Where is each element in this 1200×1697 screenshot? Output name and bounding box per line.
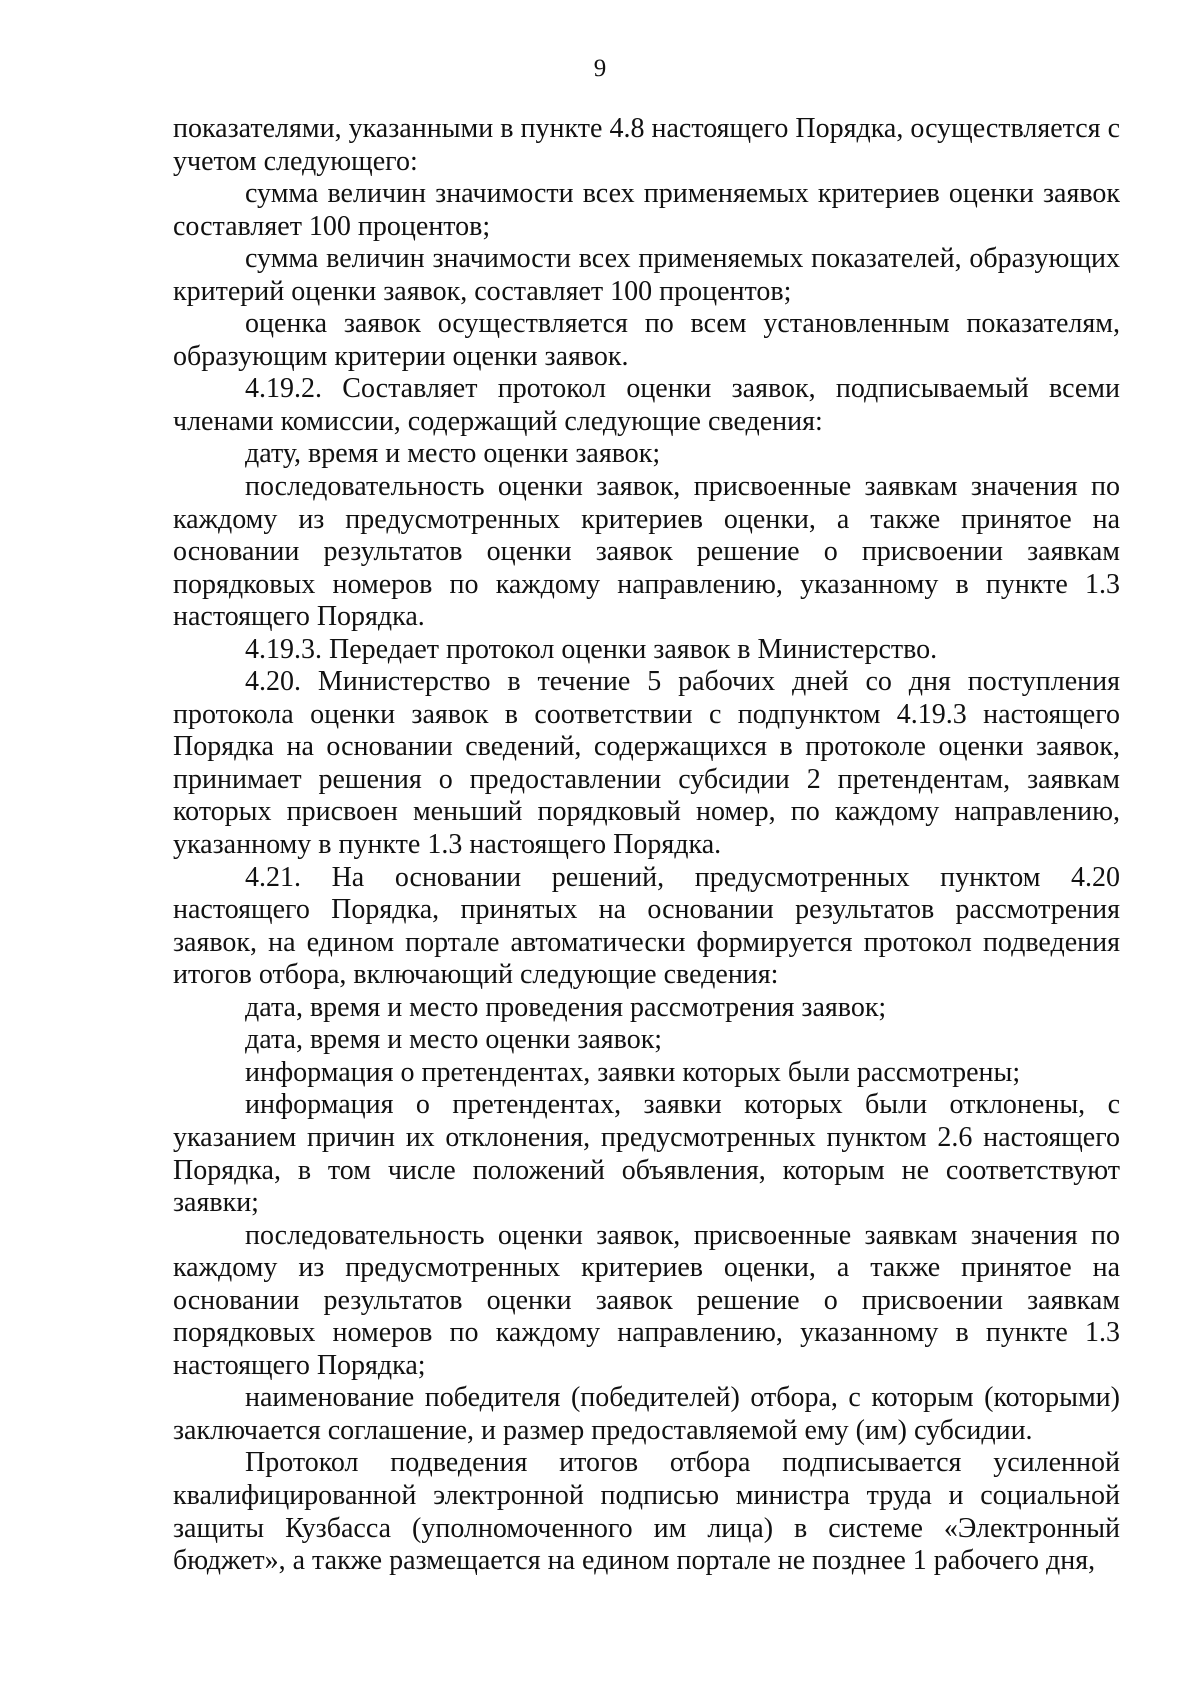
- paragraph-protocol-signing: Протокол подведения итогов отбора подписывается усиленной квалифицированной электронной подписью министра труда и социальной защиты Кузбасса (уполномоченного им лица) в системе «Электронный бюджет», а также размещается на едином портале не позднее 1 рабочего дня,: [173, 1447, 1120, 1577]
- paragraph-evaluation-date: дату, время и место оценки заявок;: [245, 438, 661, 470]
- page-number: 9: [593, 55, 607, 82]
- paragraph-rejected-applicants: информация о претендентах, заявки которых были отклонены, с указанием причин их отклонения, предусмотренных пунктом 2.6 настоящего Порядка, в том числе положений объявления, которым не соответствуют заявки;: [173, 1089, 1120, 1219]
- paragraph-4-21: 4.21. На основании решений, предусмотренных пунктом 4.20 настоящего Порядка, принятых на основании результатов рассмотрения заявок, на едином портале автоматически формируется протокол подведения итогов отбора, включающий следующие сведения:: [173, 861, 1120, 991]
- paragraph-evaluation-sequence-2: последовательность оценки заявок, присвоенные заявкам значения по каждому из предусмотренных критериев оценки, а также принятое на основании результатов оценки заявок решение о присвоении заявкам порядковых номеров по каждому направлению, указанному в пункте 1.3 настоящего Порядка;: [173, 1219, 1120, 1381]
- document-body: [173, 113, 1120, 1578]
- paragraph-criteria-sum: сумма величин значимости всех применяемых критериев оценки заявок составляет 100 процентов;: [173, 178, 1120, 242]
- paragraph-reviewed-applicants: информация о претендентах, заявки которых были рассмотрены;: [245, 1056, 1021, 1088]
- paragraph-evaluation-date-2: дата, время и место оценки заявок;: [245, 1024, 663, 1056]
- paragraph-review-date: дата, время и место проведения рассмотрения заявок;: [245, 991, 887, 1023]
- paragraph-4-20: 4.20. Министерство в течение 5 рабочих дней со дня поступления протокола оценки заявок в соответствии с подпунктом 4.19.3 настоящего Порядка на основании сведений, содержащихся в протоколе оценки заявок, принимает решения о предоставлении субсидии 2 претендентам, заявкам которых присвоен меньший порядковый номер, по каждому направлению, указанному в пункте 1.3 настоящего Порядка.: [173, 666, 1120, 861]
- paragraph-4-19-3: 4.19.3. Передает протокол оценки заявок в Министерство.: [245, 633, 938, 665]
- paragraph-evaluation-scope: оценка заявок осуществляется по всем установленным показателям, образующим критерии оценки заявок.: [173, 308, 1120, 372]
- paragraph-indicators-sum: сумма величин значимости всех применяемых показателей, образующих критерий оценки заявок, составляет 100 процентов;: [173, 243, 1120, 307]
- paragraph-continuation: показателями, указанными в пункте 4.8 настоящего Порядка, осуществляется с учетом следующего:: [173, 113, 1120, 177]
- paragraph-winners: наименование победителя (победителей) отбора, с которым (которыми) заключается соглашение, и размер предоставляемой ему (им) субсидии.: [173, 1382, 1120, 1446]
- paragraph-4-19-2: 4.19.2. Составляет протокол оценки заявок, подписываемый всеми членами комиссии, содержащий следующие сведения:: [173, 373, 1120, 437]
- paragraph-evaluation-sequence: последовательность оценки заявок, присвоенные заявкам значения по каждому из предусмотренных критериев оценки, а также принятое на основании результатов оценки заявок решение о присвоении заявкам порядковых номеров по каждому направлению, указанному в пункте 1.3 настоящего Порядка.: [173, 471, 1120, 633]
